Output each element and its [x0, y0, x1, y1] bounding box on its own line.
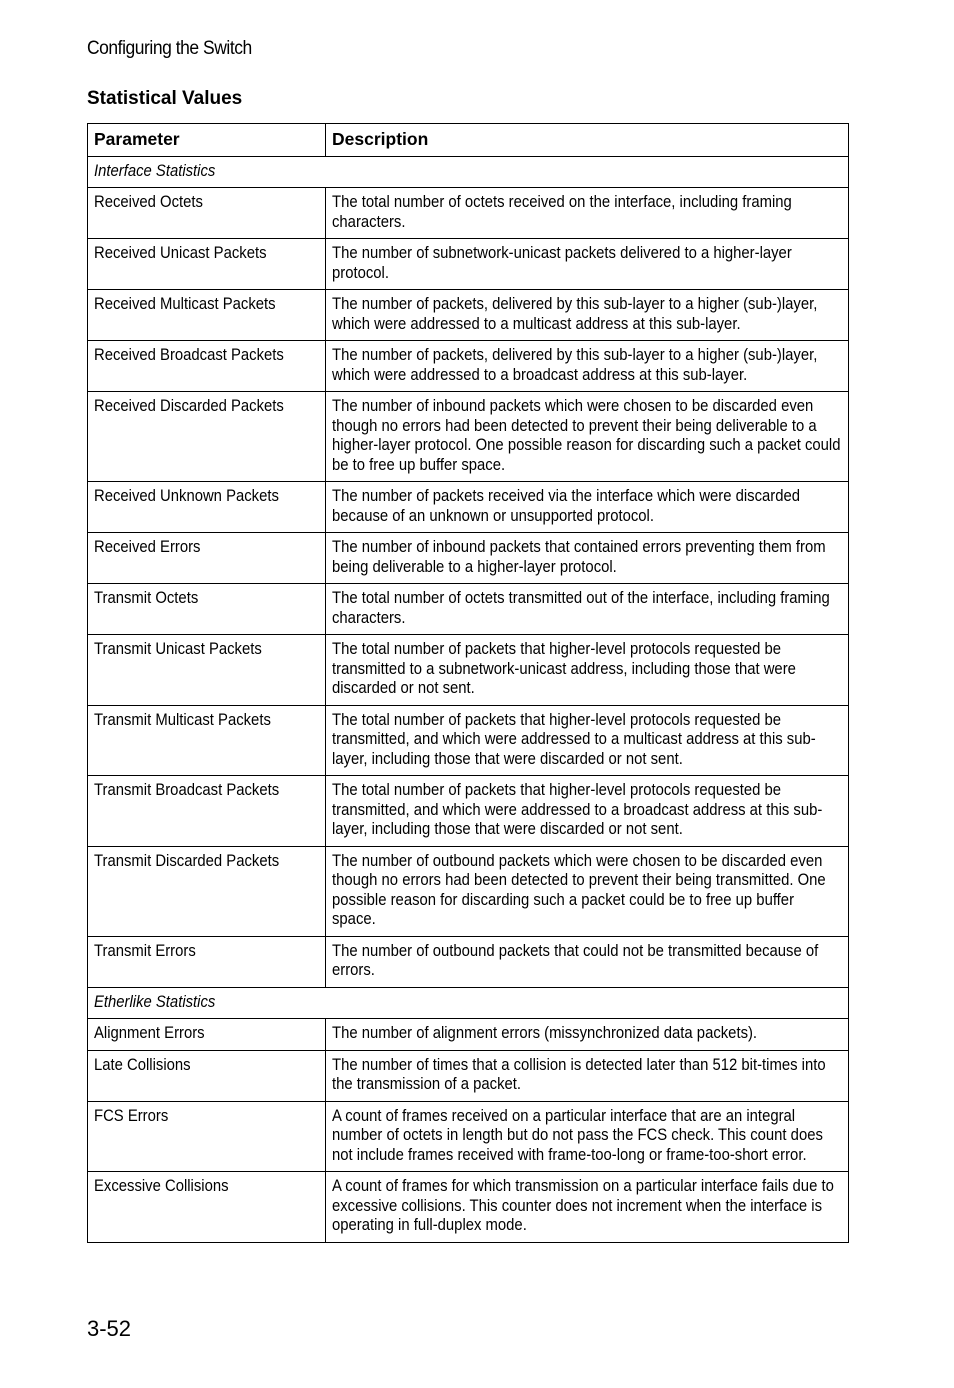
group-label-text: Interface Statistics — [94, 161, 216, 180]
parameter-cell — [88, 290, 326, 341]
description-cell — [326, 846, 849, 936]
parameter-name: FCS Errors — [94, 1106, 169, 1125]
parameter-name: Alignment Errors — [94, 1024, 205, 1042]
description-cell — [326, 533, 849, 584]
parameter-cell — [88, 635, 326, 706]
parameter-name: Received Unicast Packets — [94, 244, 267, 262]
parameter-description: The total number of packets that higher-level protocols requested be transmitted, and which were addressed to a broadcast address at this sub-layer, including those that were discarded or not sent. — [332, 781, 823, 838]
table-row — [88, 846, 849, 936]
table-row — [88, 776, 849, 847]
parameter-description: The number of subnetwork-unicast packets delivered to a higher-layer protocol. — [332, 244, 792, 282]
group-row — [88, 156, 849, 188]
table-row — [88, 705, 849, 776]
parameter-description: The number of packets, delivered by this sub-layer to a higher (sub-)layer, which were addressed to a multicast address at this sub-layer. — [332, 295, 818, 333]
parameter-cell — [88, 533, 326, 584]
parameter-cell — [88, 846, 326, 936]
statistics-table — [87, 123, 849, 1243]
description-cell — [326, 1101, 849, 1172]
description-cell — [326, 392, 849, 482]
running-header: Configuring the Switch — [87, 38, 252, 59]
parameter-description: The number of outbound packets which were chosen to be discarded even though no errors had been detected to prevent their being transmitted. One possible reason for discarding such a packet could be to free up buffer space. — [332, 851, 826, 928]
table-row — [88, 290, 849, 341]
parameter-name: Received Broadcast Packets — [94, 346, 284, 364]
description-cell — [326, 239, 849, 290]
parameter-name: Transmit Errors — [94, 941, 196, 960]
column-header-parameter: Parameter — [88, 124, 326, 157]
page-number: 3-52 — [87, 1316, 132, 1341]
parameter-cell — [88, 1172, 326, 1243]
parameter-name: Received Multicast Packets — [94, 295, 276, 313]
table-row — [88, 188, 849, 239]
parameter-description: The number of inbound packets which were chosen to be discarded even though no errors had been detected to prevent their being deliverable to a higher-layer protocol. One possible reason for discarding such a packet could be to free up buffer space. — [332, 397, 841, 474]
table-row — [88, 1019, 849, 1051]
parameter-description: A count of frames for which transmission on a particular interface fails due to excessive collisions. This counter does not increment when the interface is operating in full-duplex mode. — [332, 1177, 834, 1234]
parameter-description: The total number of packets that higher-level protocols requested be transmitted to a subnetwork-unicast address, including those that were discarded or not sent. — [332, 640, 796, 697]
table-row — [88, 936, 849, 987]
description-cell — [326, 482, 849, 533]
table-row — [88, 1172, 849, 1243]
table-row — [88, 1101, 849, 1172]
description-cell — [326, 776, 849, 847]
table-row — [88, 392, 849, 482]
description-cell — [326, 584, 849, 635]
description-cell — [326, 635, 849, 706]
parameter-cell — [88, 1019, 326, 1051]
table-row — [88, 635, 849, 706]
description-cell — [326, 290, 849, 341]
description-cell — [326, 1019, 849, 1051]
description-cell — [326, 1172, 849, 1243]
parameter-description: The number of outbound packets that could not be transmitted because of errors. — [332, 941, 819, 979]
parameter-description: The total number of packets that higher-level protocols requested be transmitted, and which were addressed to a multicast address at this sub-layer, including those that were discarded or not sent. — [332, 710, 816, 768]
parameter-name: Transmit Unicast Packets — [94, 640, 262, 658]
description-cell — [326, 705, 849, 776]
table-body — [88, 156, 849, 1242]
table-row — [88, 533, 849, 584]
parameter-description: The number of inbound packets that contained errors preventing them from being deliverable to a higher-layer protocol. — [332, 538, 826, 576]
parameter-cell — [88, 1101, 326, 1172]
parameter-cell — [88, 705, 326, 776]
parameter-description: The total number of octets received on the interface, including framing characters. — [332, 193, 792, 231]
parameter-name: Transmit Octets — [94, 589, 199, 607]
parameter-cell — [88, 239, 326, 290]
table-header-row — [88, 124, 849, 157]
parameter-cell — [88, 188, 326, 239]
parameter-name: Received Errors — [94, 538, 201, 556]
parameter-description: The total number of octets transmitted out of the interface, including framing characters. — [332, 589, 830, 627]
group-row — [88, 987, 849, 1019]
parameter-cell — [88, 482, 326, 533]
parameter-name: Transmit Broadcast Packets — [94, 781, 280, 799]
table-row — [88, 239, 849, 290]
table-row — [88, 584, 849, 635]
column-header-description: Description — [326, 124, 849, 157]
parameter-name: Transmit Multicast Packets — [94, 710, 271, 729]
parameter-name: Received Discarded Packets — [94, 397, 284, 415]
table-row — [88, 1050, 849, 1101]
group-label — [88, 987, 849, 1019]
description-cell — [326, 936, 849, 987]
parameter-description: The number of packets received via the interface which were discarded because of an unknown or unsupported protocol. — [332, 487, 801, 525]
section-title: Statistical Values — [87, 88, 243, 109]
table-row — [88, 341, 849, 392]
parameter-cell — [88, 584, 326, 635]
parameter-description: A count of frames received on a particular interface that are an integral number of octets in length but do not pass the FCS check. This count does not include frames received with frame-too-long or frame-too-short error. — [332, 1106, 823, 1164]
parameter-cell — [88, 1050, 326, 1101]
parameter-cell — [88, 776, 326, 847]
parameter-name: Received Unknown Packets — [94, 487, 279, 505]
group-label-text: Etherlike Statistics — [94, 992, 216, 1011]
parameter-cell — [88, 392, 326, 482]
parameter-name: Transmit Discarded Packets — [94, 851, 280, 870]
parameter-description: The number of packets, delivered by this sub-layer to a higher (sub-)layer, which were addressed to a broadcast address at this sub-layer. — [332, 346, 818, 384]
parameter-cell — [88, 936, 326, 987]
parameter-cell — [88, 341, 326, 392]
parameter-description: The number of alignment errors (missynchronized data packets). — [332, 1024, 758, 1042]
table-row — [88, 482, 849, 533]
group-label — [88, 156, 849, 188]
parameter-description: The number of times that a collision is detected later than 512 bit-times into the transmission of a packet. — [332, 1055, 826, 1093]
description-cell — [326, 1050, 849, 1101]
description-cell — [326, 341, 849, 392]
description-cell — [326, 188, 849, 239]
parameter-name: Excessive Collisions — [94, 1177, 229, 1195]
parameter-name: Received Octets — [94, 193, 203, 211]
parameter-name: Late Collisions — [94, 1055, 191, 1074]
